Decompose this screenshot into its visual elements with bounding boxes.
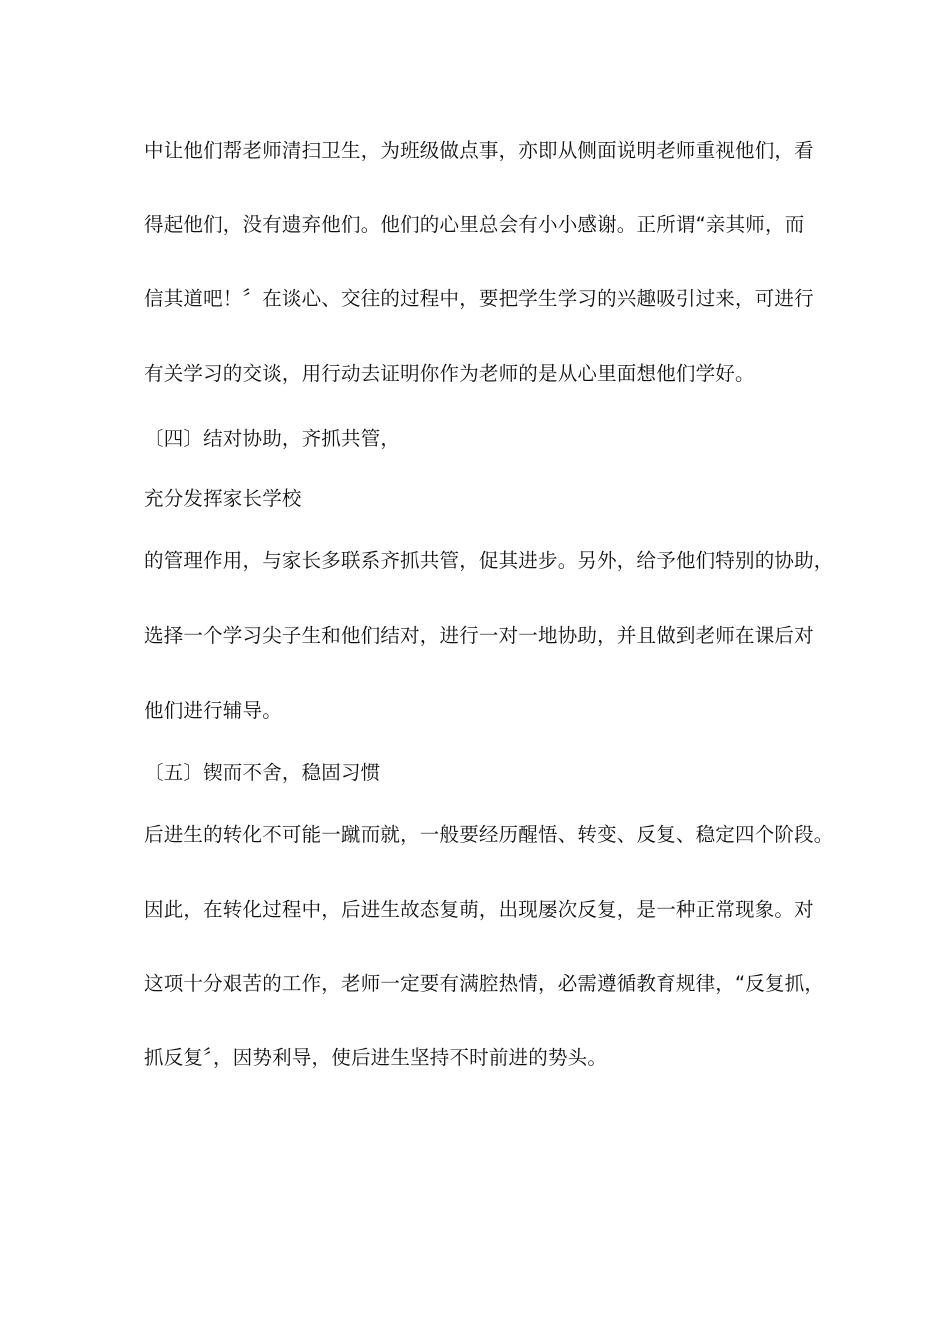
paragraph-line: 他们进行辅导。 [144, 699, 282, 722]
paragraph-line: 有关学习的交谈，用行动去证明你作为老师的是从心里面想他们学好。 [144, 362, 755, 385]
section-heading: 〔五〕锲而不舍，稳固习惯 [144, 761, 381, 784]
paragraph-line: 选择一个学习尖子生和他们结对，进行一对一地协助，并且做到老师在课后对 [144, 624, 814, 647]
paragraph-line: 后进生的转化不可能一蹴而就，一般要经历醒悟、转变、反复、稳定四个阶段。 [144, 823, 834, 846]
paragraph-line: 抓反复〞，因势利导，使后进生坚持不时前进的势头。 [144, 1046, 608, 1069]
paragraph-line: 得起他们，没有遗弃他们。他们的心里总会有小小感谢。正所谓“亲其师，而 [144, 213, 805, 236]
paragraph-line: 充分发挥家长学校 [144, 487, 302, 510]
paragraph-line: 信其道吧！〞在谈心、交往的过程中，要把学生学习的兴趣吸引过来，可进行 [144, 287, 814, 310]
paragraph-line: 因此，在转化过程中，后进生故态复萌，出现屡次反复，是一种正常现象。对 [144, 898, 814, 921]
paragraph-line: 的管理作用，与家长多联系齐抓共管，促其进步。另外，给予他们特别的协助， [144, 549, 834, 572]
paragraph-line: 中让他们帮老师清扫卫生，为班级做点事，亦即从侧面说明老师重视他们，看 [144, 139, 814, 162]
section-heading: 〔四〕结对协助，齐抓共管， [144, 427, 401, 450]
paragraph-line: 这项十分艰苦的工作，老师一定要有满腔热情，必需遵循教育规律，“反复抓， [144, 972, 825, 995]
